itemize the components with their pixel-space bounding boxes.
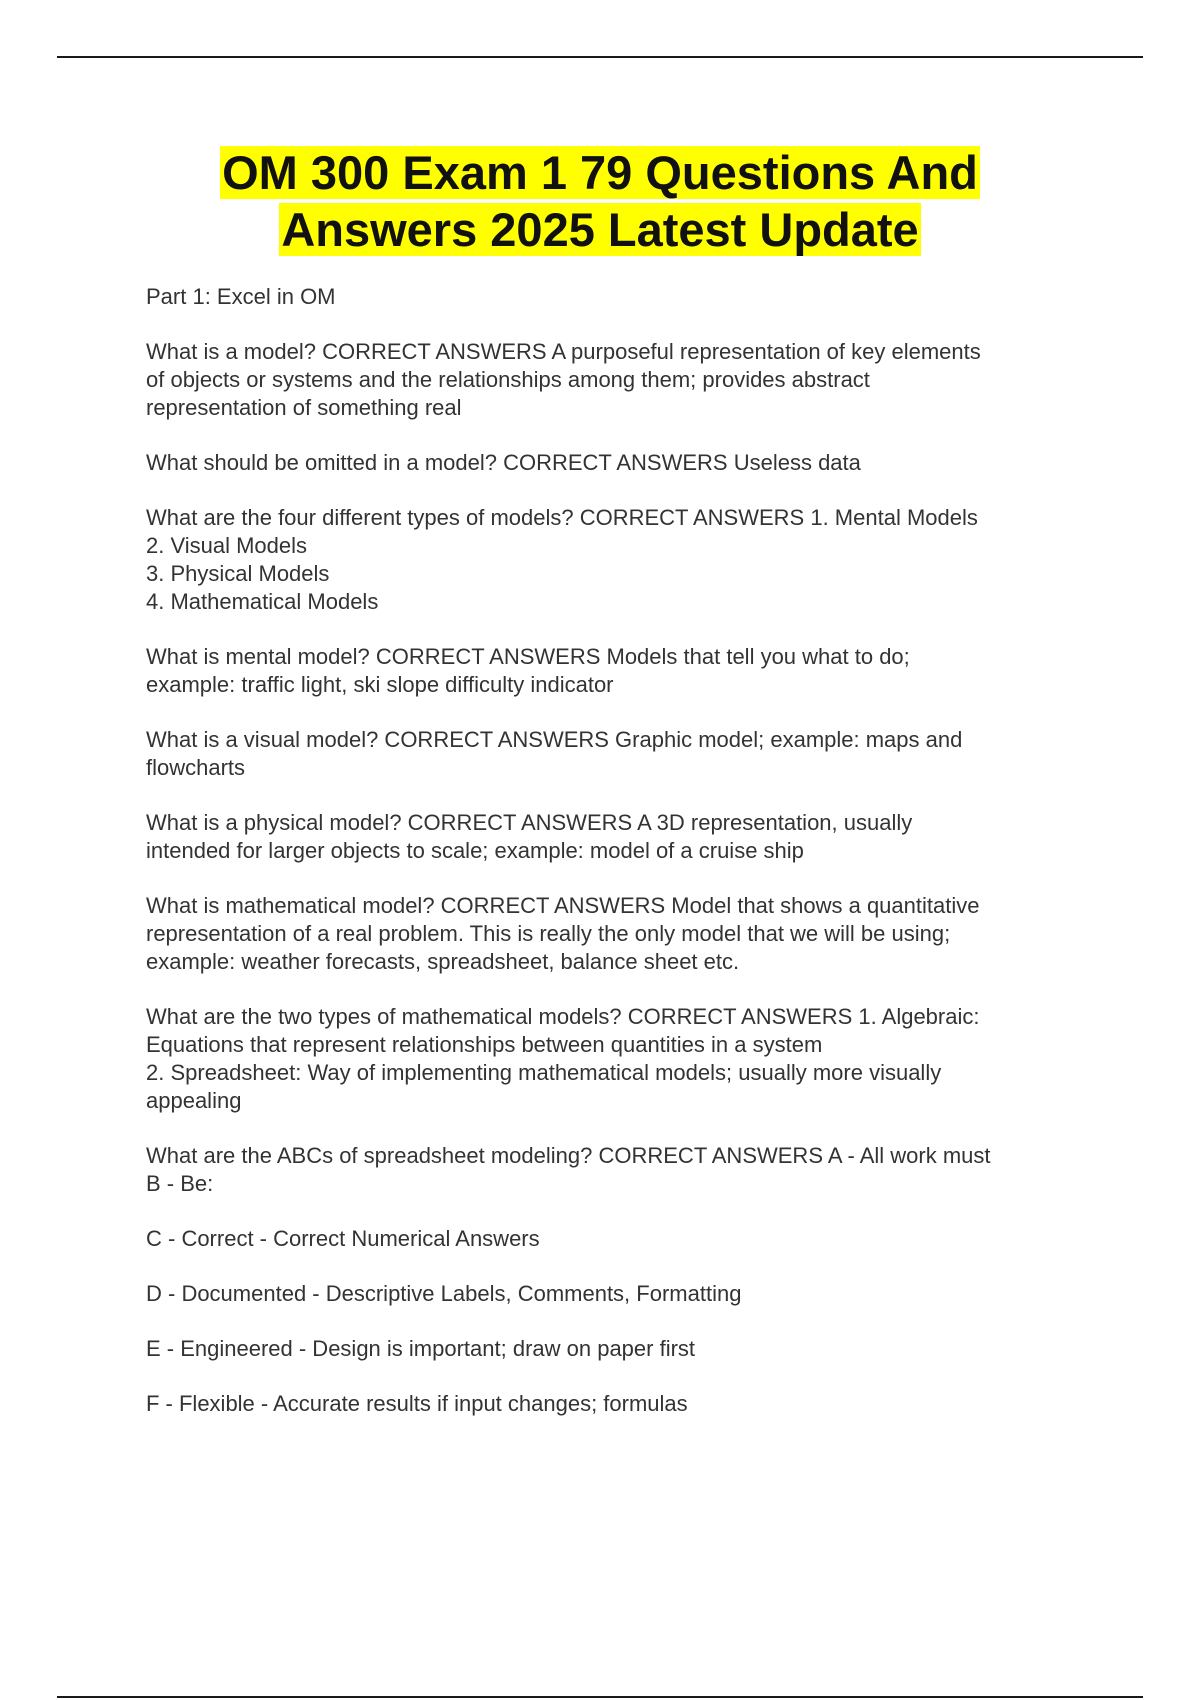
title-line-2: Answers 2025 Latest Update bbox=[281, 203, 919, 256]
qa-item: What is a model? CORRECT ANSWERS A purposeful representation of key elements of objects or systems and the relationships among them; provides abstract representation of something real bbox=[146, 339, 981, 420]
list-item: D - Documented - Descriptive Labels, Comments, Formatting bbox=[146, 1281, 742, 1306]
title-line-1: OM 300 Exam 1 79 Questions And bbox=[222, 146, 978, 199]
qa-item: What should be omitted in a model? CORRECT ANSWERS Useless data bbox=[146, 450, 861, 475]
list-item: F - Flexible - Accurate results if input changes; formulas bbox=[146, 1391, 688, 1416]
document-body bbox=[146, 283, 1086, 1445]
qa-item: What is mathematical model? CORRECT ANSWERS Model that shows a quantitative representation of a real problem. This is really the only model that we will be using; example: weather forecasts, spreadsheet, balance sheet etc. bbox=[146, 893, 980, 974]
qa-item: What are the four different types of models? CORRECT ANSWERS 1. Mental Models 2. Visual Models 3. Physical Models 4. Mathematical Models bbox=[146, 505, 978, 614]
list-item: C - Correct - Correct Numerical Answers bbox=[146, 1226, 540, 1251]
top-rule bbox=[57, 56, 1143, 58]
qa-item: What is mental model? CORRECT ANSWERS Models that tell you what to do; example: traffic light, ski slope difficulty indicator bbox=[146, 644, 910, 697]
section-heading: Part 1: Excel in OM bbox=[146, 284, 336, 309]
qa-item: What are the two types of mathematical models? CORRECT ANSWERS 1. Algebraic: Equations that represent relationships between quantities in a system 2. Spreadsheet: Way of implementing mathematical models; usually more visually appealing bbox=[146, 1004, 980, 1113]
qa-item: What are the ABCs of spreadsheet modeling? CORRECT ANSWERS A - All work must B - Be: bbox=[146, 1143, 991, 1196]
qa-item: What is a physical model? CORRECT ANSWERS A 3D representation, usually intended for larger objects to scale; example: model of a cruise ship bbox=[146, 810, 913, 863]
bottom-rule bbox=[57, 1696, 1143, 1698]
document-title bbox=[0, 144, 1200, 258]
list-item: E - Engineered - Design is important; draw on paper first bbox=[146, 1336, 696, 1361]
qa-item: What is a visual model? CORRECT ANSWERS Graphic model; example: maps and flowcharts bbox=[146, 727, 963, 780]
